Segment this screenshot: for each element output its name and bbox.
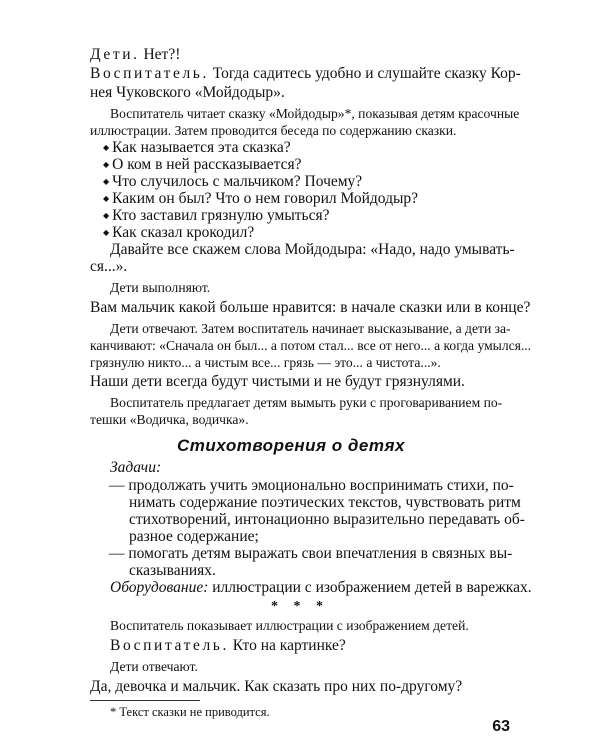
text-line: ся...». bbox=[90, 258, 128, 275]
question-item: ◆ Кто заставил грязнулю умыться? bbox=[103, 208, 505, 224]
question-item: ◆ Что случилось с мальчиком? Почему? bbox=[103, 174, 505, 190]
question-item: ◆ Каким он был? Что о нем говорил Мойдодыр? bbox=[103, 191, 505, 207]
text-line: Вам мальчик какой больше нравится: в начале сказки или в конце? bbox=[90, 299, 531, 316]
footnote: * Текст сказки не приводится. bbox=[110, 705, 270, 719]
dialogue-line bbox=[110, 638, 492, 654]
line-text: Тогда садитесь удобно и слушайте сказку Кор- bbox=[208, 65, 521, 82]
task-item-cont: сказываниях. bbox=[129, 562, 216, 579]
text-line: канчивают: «Сначала он был... а потом стал... все от него... а когда умылся... bbox=[90, 338, 532, 353]
task-item: — помогать детям выражать свои впечатления в связных вы- bbox=[109, 545, 513, 562]
task-item: — продолжать учить эмоционально воспринимать стихи, по- bbox=[109, 477, 514, 494]
text-line: Воспитатель читает сказку «Мойдодыр»*, показывая детям красочные bbox=[110, 106, 520, 121]
task-item-cont: разное содержание; bbox=[129, 528, 259, 545]
section-separator: * * * bbox=[271, 599, 329, 614]
equipment-label: Оборудование: bbox=[110, 579, 209, 596]
question-item: ◆ Как называется эта сказка? bbox=[103, 140, 505, 156]
text-line: Дети выполняют. bbox=[110, 280, 211, 295]
task-item-cont: нимать содержание поэтических текстов, чувствовать ритм bbox=[129, 494, 521, 511]
text-line: тешки «Водичка, водичка». bbox=[90, 412, 249, 427]
text-line: Давайте все скажем слова Мойдодыра: «Надо, надо умывать- bbox=[110, 241, 515, 258]
question-item: ◆ О ком в ней рассказывается? bbox=[103, 157, 505, 173]
task-item-cont: стихотворений, интонационно выразительно передавать об- bbox=[129, 511, 525, 528]
speaker-label: Дети. bbox=[90, 46, 140, 63]
line-text: Нет?! bbox=[139, 46, 181, 63]
speaker-label: Воспитатель. bbox=[110, 637, 229, 654]
text-line: Воспитатель предлагает детям вымыть руки с проговариванием по- bbox=[110, 395, 503, 410]
text-line: нея Чуковского «Мойдодыр». bbox=[90, 84, 285, 101]
text-line: иллюстрации. Затем проводится беседа по содержанию сказки. bbox=[90, 123, 457, 138]
text-line: Дети отвечают. Затем воспитатель начинает высказывание, а дети за- bbox=[110, 321, 511, 336]
page-number: 63 bbox=[492, 718, 510, 735]
text-line: Воспитатель показывает иллюстрации с изображением детей. bbox=[110, 618, 469, 633]
line-text: Кто на картинке? bbox=[228, 637, 346, 654]
text-line: Да, девочка и мальчик. Как сказать про них по-другому? bbox=[90, 678, 463, 695]
text-line: Дети отвечают. bbox=[110, 659, 198, 674]
tasks-label: Задачи: bbox=[110, 459, 162, 476]
footnote-rule bbox=[90, 700, 200, 701]
speaker-label: Воспитатель. bbox=[90, 65, 209, 82]
line-text: иллюстрации с изображением детей в варежках. bbox=[208, 579, 532, 596]
text-line: Наши дети всегда будут чистыми и не будут грязнулями. bbox=[90, 373, 465, 390]
question-item: ◆ Как сказал крокодил? bbox=[103, 225, 505, 241]
section-heading: Стихотворения о детях bbox=[177, 436, 405, 455]
text-line: грязнулю никто... а чистым все... грязь — это... а чистота...». bbox=[90, 355, 441, 370]
